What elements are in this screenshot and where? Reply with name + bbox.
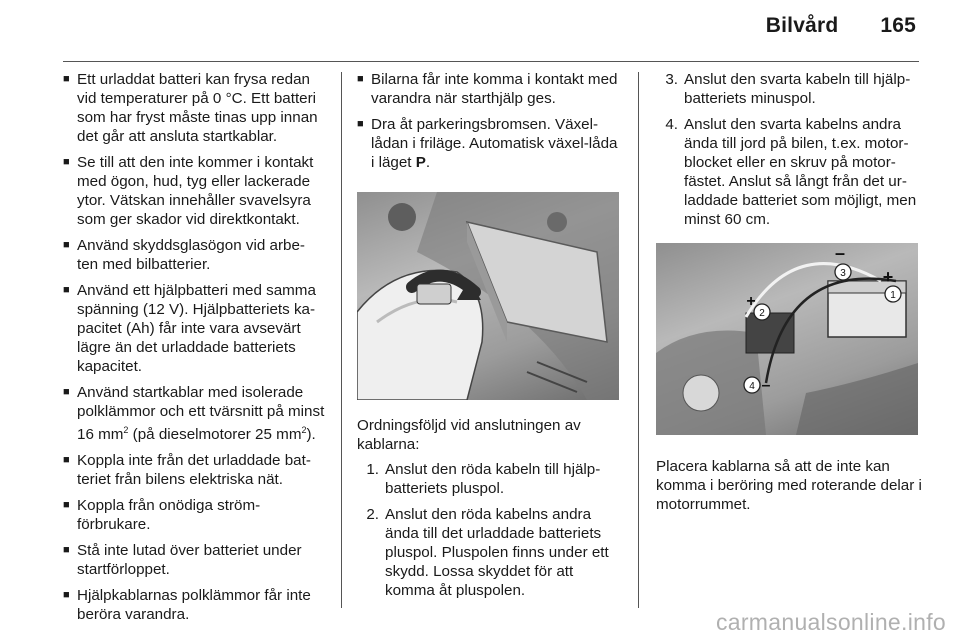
list-item bbox=[63, 586, 325, 624]
column-3 bbox=[656, 70, 926, 520]
minus-sign-donor: – bbox=[834, 243, 846, 263]
step-text: Anslut den röda kabelns andra ända till det urladdade batteriets pluspol. Pluspolen finns under ett skydd. Lossa skyddet för att komma åt pluspolen. bbox=[385, 506, 609, 599]
step-text: Anslut den röda kabeln till hjälp-batteriets pluspol. bbox=[385, 461, 601, 497]
page-header bbox=[766, 14, 916, 38]
bullet-text: Bilarna får inte komma i kontakt med varandra när starthjälp ges. bbox=[371, 71, 618, 107]
bullet-marker: ■ bbox=[63, 386, 70, 398]
cable-text-3: ). bbox=[306, 426, 316, 444]
bullet-marker: ■ bbox=[357, 118, 364, 130]
superscript: 2 bbox=[301, 425, 307, 435]
gear-text: Dra åt parkeringsbromsen. Växel-lådan i friläge. Automatisk växel-låda i läget bbox=[371, 116, 618, 171]
list-item bbox=[63, 70, 325, 146]
list-item bbox=[63, 496, 325, 534]
superscript: 2 bbox=[123, 425, 129, 435]
list-item bbox=[656, 70, 926, 108]
list-item bbox=[63, 541, 325, 579]
battery-cover-drawing bbox=[357, 192, 619, 400]
bullet-marker: ■ bbox=[63, 73, 70, 85]
bullet-marker: ■ bbox=[63, 454, 70, 467]
jump-start-drawing bbox=[656, 243, 918, 435]
callout-2: 2 bbox=[759, 308, 765, 319]
bullet-marker: ■ bbox=[63, 499, 70, 512]
plus-sign-discharged: + bbox=[746, 293, 756, 310]
step-number: 3. bbox=[665, 71, 678, 88]
column-2 bbox=[357, 70, 623, 607]
order-intro: Ordningsföljd vid anslutningen av kablarna: bbox=[357, 417, 581, 453]
section-title: Bilvård bbox=[765, 14, 839, 37]
bullet-text bbox=[77, 383, 325, 444]
bullet-marker: ■ bbox=[63, 284, 70, 296]
battery-cover-illustration bbox=[357, 192, 619, 400]
step-number: 4. bbox=[665, 116, 678, 133]
bullet-text: Använd skyddsglasögon vid arbe-ten med bilbatterier. bbox=[77, 237, 305, 273]
list-item bbox=[357, 70, 623, 108]
list-item bbox=[357, 505, 623, 600]
bullet-text bbox=[371, 115, 623, 172]
list-item bbox=[357, 115, 623, 172]
jump-start-illustration bbox=[656, 243, 918, 435]
column-divider bbox=[341, 72, 342, 608]
bullet-marker: ■ bbox=[63, 156, 70, 168]
bullet-text: Använd ett hjälpbatteri med samma spänning (12 V). Hjälpbatteriets ka-pacitet (Ah) får inte vara avsevärt lägre än det urladdade batteriets kapacitet. bbox=[77, 282, 316, 375]
bullet-text: Koppla från onödiga ström-förbrukare. bbox=[77, 497, 261, 534]
bullet-marker: ■ bbox=[63, 239, 70, 251]
minus-sign-ground: – bbox=[761, 377, 771, 394]
bullet-text: Stå inte lutad över batteriet under startförloppet. bbox=[77, 542, 302, 579]
list-item bbox=[63, 236, 325, 274]
bullet-marker: ■ bbox=[357, 73, 364, 85]
step-text: Anslut den svarta kabelns andra ända till jord på bilen, t.ex. motor-blocket eller en skruv på motor-fästet. Anslut så långt från det ur-laddade batteriet som möjligt, men minst 60 cm. bbox=[684, 116, 917, 228]
column-1 bbox=[63, 70, 325, 631]
page-number: 165 bbox=[880, 14, 916, 37]
list-item bbox=[63, 383, 325, 444]
gear-position-p: P bbox=[415, 154, 426, 171]
punct: . bbox=[425, 154, 431, 171]
list-item bbox=[656, 115, 926, 229]
callout-3: 3 bbox=[840, 268, 846, 279]
list-item bbox=[63, 451, 325, 489]
list-item bbox=[63, 153, 325, 229]
bullet-text: Hjälpkablarnas polklämmor får inte beröra varandra. bbox=[77, 587, 311, 624]
bullet-text: Ett urladdat batteri kan frysa redan vid temperaturer på 0 °C. Ett batteri som har fryst måste tinas upp innan det går att ansluta startkablar. bbox=[77, 71, 318, 145]
callout-4: 4 bbox=[749, 381, 755, 392]
cable-text-1: Använd startkablar med isolerade polklämmor och ett tvärsnitt på minst 16 mm bbox=[77, 384, 325, 444]
list-item bbox=[63, 281, 325, 376]
step-number: 2. bbox=[366, 506, 379, 523]
list-item bbox=[357, 460, 623, 498]
plus-sign-donor: + bbox=[882, 267, 894, 287]
bullet-marker: ■ bbox=[63, 544, 70, 557]
header-rule bbox=[63, 61, 919, 62]
callout-1: 1 bbox=[890, 290, 896, 301]
watermark: carmanualsonline.info bbox=[715, 609, 946, 635]
step-number: 1. bbox=[366, 461, 379, 478]
column-divider bbox=[638, 72, 639, 608]
bullet-text: Se till att den inte kommer i kontakt med ögon, hud, tyg eller lackerade ytor. Vätskan innehåller svavelsyra som ger skador vid direktkontakt. bbox=[77, 154, 314, 228]
cable-placement-note: Placera kablarna så att de inte kan komma i beröring med roterande delar i motorrummet. bbox=[656, 458, 922, 513]
cable-text-2: (på dieselmotorer 25 mm bbox=[128, 426, 302, 444]
bullet-marker: ■ bbox=[63, 589, 70, 602]
bullet-text: Koppla inte från det urladdade bat-teriet från bilens elektriska nät. bbox=[77, 452, 311, 489]
step-text: Anslut den svarta kabeln till hjälp-batteriets minuspol. bbox=[684, 71, 911, 107]
